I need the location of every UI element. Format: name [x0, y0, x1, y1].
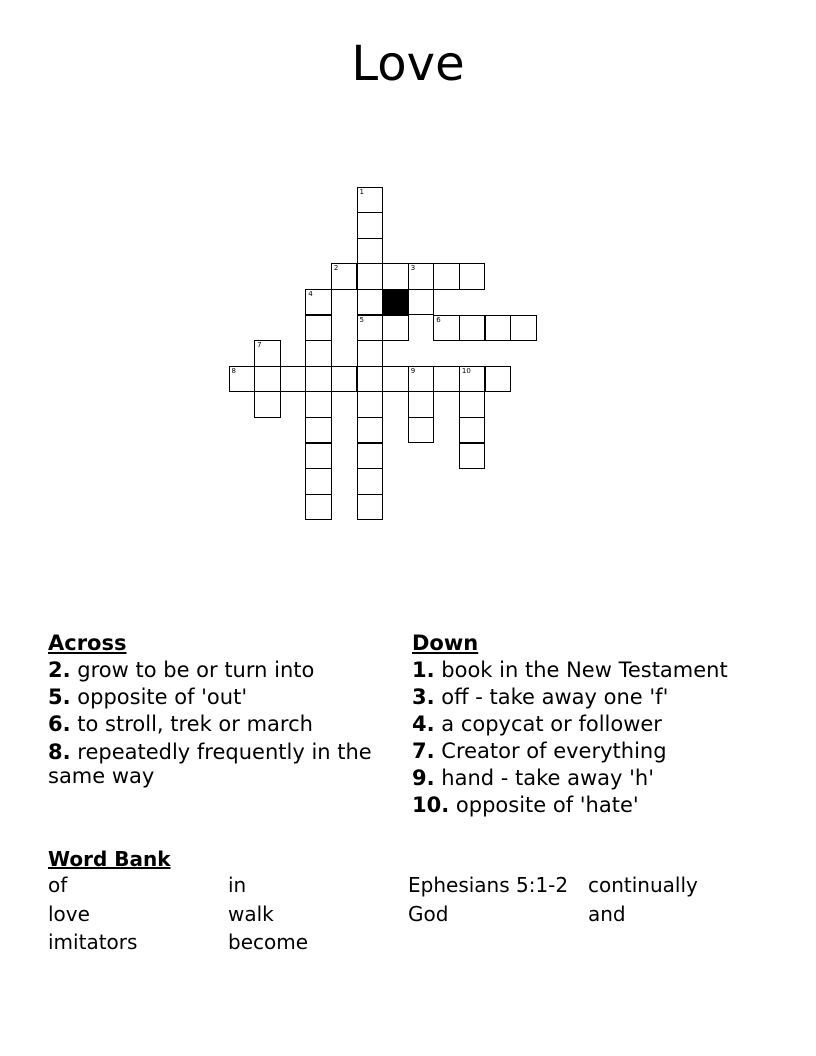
grid-cell[interactable]	[408, 366, 435, 393]
grid-cell[interactable]	[357, 391, 384, 418]
word-bank-word: continually	[588, 873, 698, 897]
across-clue: 5. opposite of 'out'	[48, 685, 248, 709]
word-bank-word: imitators	[48, 930, 138, 954]
grid-cell[interactable]	[305, 391, 332, 418]
grid-cell[interactable]	[305, 340, 332, 367]
grid-cell[interactable]	[408, 289, 435, 316]
across-clue: 2. grow to be or turn into	[48, 658, 315, 682]
grid-cell[interactable]	[305, 417, 332, 444]
clue-number: 9	[410, 366, 416, 375]
grid-cell[interactable]	[305, 468, 332, 495]
across-clue: 8. repeatedly frequently in the same way	[48, 740, 372, 788]
grid-cell[interactable]	[408, 263, 435, 290]
grid-cell[interactable]	[357, 443, 384, 470]
down-heading: Down	[412, 631, 479, 655]
grid-cell[interactable]	[459, 417, 486, 444]
word-bank-word: walk	[228, 901, 274, 926]
down-clue: 9. hand - take away 'h'	[412, 766, 655, 790]
grid-cell[interactable]	[331, 366, 358, 393]
grid-cell[interactable]	[357, 212, 384, 239]
grid-cell[interactable]	[485, 315, 512, 342]
grid-cell[interactable]	[305, 443, 332, 470]
clue-number: 6	[436, 315, 441, 324]
grid-cell[interactable]	[357, 289, 384, 316]
grid-cell[interactable]	[357, 468, 384, 495]
down-clues	[412, 630, 772, 819]
across-heading: Across	[48, 631, 127, 655]
across-clue: 6. to stroll, trek or march	[48, 712, 313, 736]
grid-cell[interactable]	[305, 315, 332, 342]
grid-cell[interactable]	[459, 391, 486, 418]
down-clue: 4. a copycat or follower	[412, 712, 662, 736]
clue-number: 4	[308, 289, 313, 298]
grid-cell[interactable]	[357, 263, 384, 290]
grid-cell[interactable]	[459, 263, 486, 290]
grid-cell[interactable]	[229, 366, 256, 393]
grid-cell[interactable]	[485, 366, 512, 393]
grid-cell[interactable]	[357, 315, 384, 342]
word-bank-word: and	[588, 901, 626, 926]
clue-number: 3	[410, 264, 416, 273]
word-bank-word: become	[228, 930, 309, 954]
word-bank-word: Ephesians 5:1-2	[408, 873, 569, 897]
word-bank-word: in	[228, 873, 247, 897]
grid-cell[interactable]	[459, 443, 486, 470]
grid-cell[interactable]	[254, 340, 281, 367]
word-bank-word: of	[48, 873, 68, 897]
word-bank-heading: Word Bank	[48, 847, 171, 871]
puzzle-title: Love	[351, 36, 465, 92]
grid-cell[interactable]	[408, 391, 435, 418]
grid-cell[interactable]	[305, 289, 332, 316]
grid-cell[interactable]	[254, 391, 281, 418]
grid-cell[interactable]	[357, 417, 384, 444]
word-bank-word: God	[408, 901, 449, 926]
grid-cell[interactable]	[357, 340, 384, 367]
down-clue: 3. off - take away one 'f'	[412, 685, 669, 709]
clue-number: 8	[231, 366, 236, 375]
grid-cell[interactable]	[305, 494, 332, 521]
grid-cell[interactable]	[382, 366, 409, 393]
grid-cell[interactable]	[408, 417, 435, 444]
clue-number: 10	[461, 366, 471, 375]
grid-cell[interactable]	[357, 187, 384, 214]
grid-cell[interactable]	[433, 366, 460, 393]
word-bank-list	[48, 873, 768, 959]
grid-cell[interactable]	[459, 315, 486, 342]
grid-cell[interactable]	[433, 263, 460, 290]
clue-number: 1	[359, 187, 364, 196]
grid-cell[interactable]	[510, 315, 537, 342]
clue-number: 5	[359, 315, 364, 324]
grid-cell[interactable]	[331, 263, 358, 290]
down-clue: 1. book in the New Testament	[412, 658, 728, 682]
grid-cell[interactable]	[433, 315, 460, 342]
grid-cell[interactable]	[382, 315, 409, 342]
grid-cell[interactable]	[382, 263, 409, 290]
grid-cell[interactable]	[280, 366, 307, 393]
grid-cell[interactable]	[254, 366, 281, 393]
word-bank-word: love	[48, 901, 90, 926]
grid-cell[interactable]	[357, 366, 384, 393]
black-square	[382, 289, 409, 316]
grid-cell[interactable]	[357, 238, 384, 265]
down-clue: 7. Creator of everything	[412, 739, 667, 763]
grid-cell[interactable]	[357, 494, 384, 521]
grid-cell[interactable]	[459, 366, 486, 393]
grid-cell[interactable]	[305, 366, 332, 393]
clue-number: 7	[257, 341, 262, 350]
clue-number: 2	[333, 264, 339, 273]
down-clue: 10. opposite of 'hate'	[412, 793, 639, 817]
word-bank	[48, 845, 768, 959]
across-clues	[48, 630, 388, 788]
